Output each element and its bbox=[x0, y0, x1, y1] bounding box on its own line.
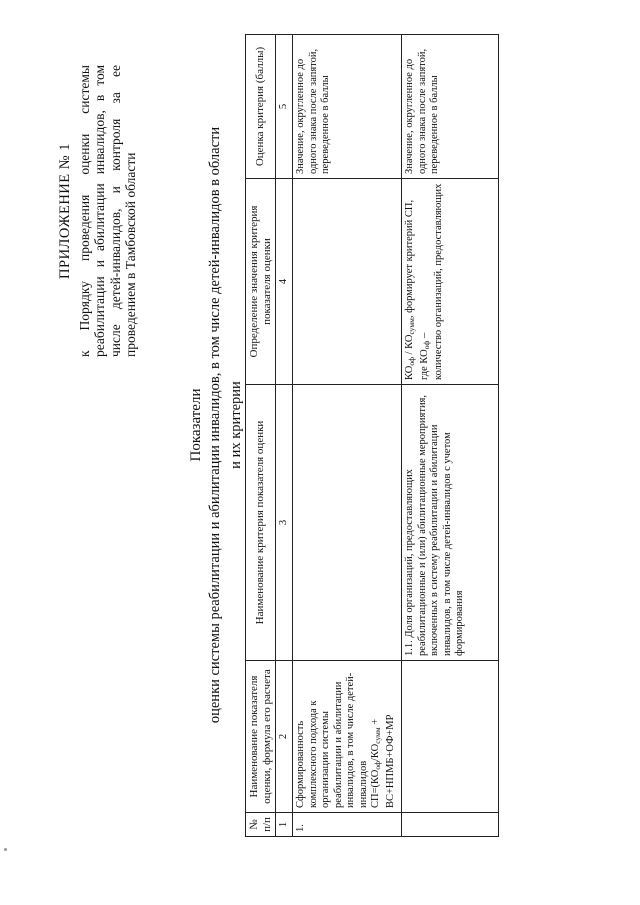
column-number-row bbox=[276, 35, 293, 837]
column-number: 2 bbox=[276, 661, 293, 813]
definition-text: – bbox=[418, 332, 430, 341]
definition-cell bbox=[402, 179, 499, 385]
indicator-cell bbox=[402, 661, 499, 813]
definition-prefix: КО bbox=[404, 365, 415, 380]
header-score: Оценка критерия (баллы) bbox=[246, 35, 276, 179]
formula-subscript: сумм bbox=[373, 727, 382, 744]
header-definition: Определение значения критерия показателя оценки bbox=[246, 179, 276, 385]
definition-subscript: сумм bbox=[407, 318, 416, 335]
indicator-name: Сформированность комплексного подхода к организации системы реабилитации и абилитации инвалидов, в том числе детей-инвалидов bbox=[295, 672, 369, 808]
header-number: № п/п bbox=[246, 813, 276, 837]
column-number: 5 bbox=[276, 35, 293, 179]
score-cell: Значение, округленное до одного знака после запятой, переведенное в баллы bbox=[293, 35, 402, 179]
score-cell: Значение, округленное до одного знака после запятой, переведенное в баллы bbox=[402, 35, 499, 179]
column-number: 4 bbox=[276, 179, 293, 385]
row-number bbox=[402, 813, 499, 837]
appendix-block bbox=[58, 65, 139, 357]
row-number: 1. bbox=[293, 813, 402, 837]
definition-subscript: оф bbox=[407, 357, 416, 366]
document-title: Показатели bbox=[188, 388, 204, 462]
scan-speck bbox=[4, 848, 7, 851]
definition-cell bbox=[293, 179, 402, 385]
table-header-row bbox=[246, 35, 276, 837]
criterion-cell bbox=[293, 385, 402, 661]
indicator-cell bbox=[293, 661, 402, 813]
definition-subscript: оф bbox=[421, 340, 431, 350]
appendix-text: к Порядку проведения оценки системы реабилитации и абилитации инвалидов, в том числе детей-инвалидов, и контроля за ее проведением в Тамбовской области bbox=[76, 65, 138, 357]
table-row bbox=[293, 35, 402, 837]
column-number: 3 bbox=[276, 385, 293, 661]
definition-line bbox=[419, 183, 434, 380]
formula-suffix: + ВС+НПМБ+ОФ+МР bbox=[370, 714, 396, 808]
definition-text: , формирует критерий СП, bbox=[404, 199, 415, 319]
definition-text: где КО bbox=[418, 349, 430, 380]
indicator-formula bbox=[370, 665, 397, 808]
definition-formula bbox=[404, 183, 419, 380]
formula-subscript: оф bbox=[373, 761, 382, 770]
header-criterion: Наименование критерия показателя оценки bbox=[246, 385, 276, 661]
document-subtitle-2: и их критерии bbox=[228, 381, 244, 469]
formula-mid: /КО bbox=[370, 743, 381, 762]
definition-mid: / КО bbox=[404, 334, 415, 358]
document-subtitle: оценки системы реабилитации и абилитации инвалидов, в том числе детей-инвалидов в области bbox=[207, 126, 223, 724]
formula-prefix: СП=(КО bbox=[370, 769, 381, 808]
table-row bbox=[402, 35, 499, 837]
column-number: 1 bbox=[276, 813, 293, 837]
definition-line: количество организаций, предоставляющих bbox=[433, 183, 444, 380]
appendix-title: ПРИЛОЖЕНИЕ № 1 bbox=[57, 143, 73, 279]
header-indicator: Наименование показателя оценки, формула его расчета bbox=[246, 661, 276, 813]
criteria-table bbox=[245, 34, 499, 837]
criterion-cell: 1.1. Доля организаций, предоставляющих реабилитационные и (или) абилитационные мероприятия, включенных в систему реабилитации и абилитации инвалидов, в том числе детей-инвалидов с учетом формирования bbox=[402, 385, 499, 661]
